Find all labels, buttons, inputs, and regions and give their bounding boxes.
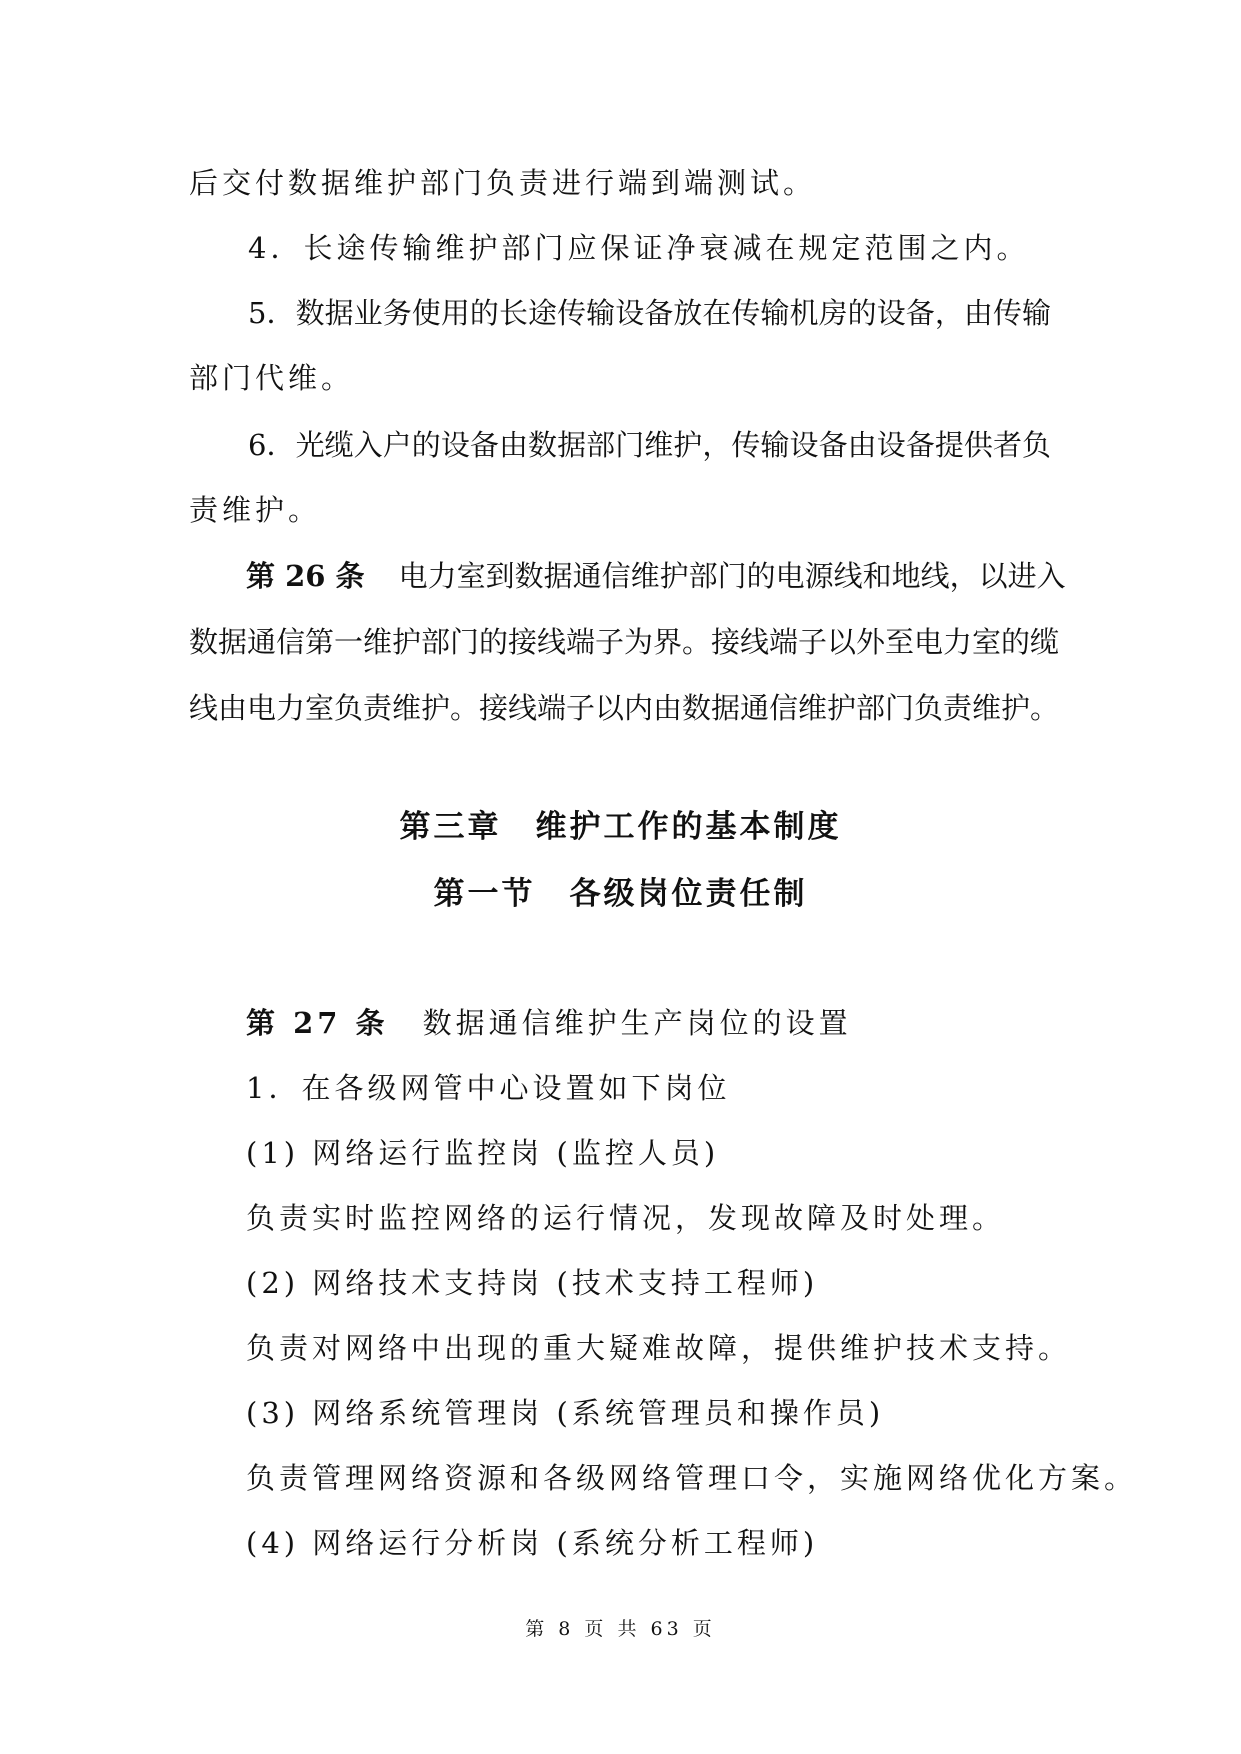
list-item: (1) 网络运行监控岗 (监控人员) <box>246 1136 720 1170</box>
list-item: 负责管理网络资源和各级网络管理口令，实施网络优化方案。 <box>246 1461 1138 1495</box>
paragraph-line: 4．长途传输维护部门应保证净衰减在规定范围之内。 <box>248 231 1030 265</box>
article-26-line: 线由电力室负责维护。接线端子以内由数据通信维护部门负责维护。 <box>189 691 1060 725</box>
list-item: (4) 网络运行分析岗 (系统分析工程师) <box>246 1526 819 1560</box>
article-26-line: 数据通信第一维护部门的接线端子为界。接线端子以外至电力室的缆 <box>189 625 1060 659</box>
paragraph-line: 后交付数据维护部门负责进行端到端测试。 <box>189 166 817 200</box>
article-26-first-line <box>246 556 1066 596</box>
paragraph-line: 6．光缆入户的设备由数据部门维护，传输设备由设备提供者负 <box>248 428 1051 462</box>
list-item: 负责实时监控网络的运行情况，发现故障及时处理。 <box>246 1201 1006 1235</box>
page-number-footer: 第 8 页 共 63 页 <box>525 1618 716 1640</box>
paragraph-line: 责维护。 <box>189 493 322 527</box>
section-title: 第一节 各级岗位责任制 <box>433 876 808 912</box>
paragraph-line: 部门代维。 <box>189 361 355 395</box>
article-27-text: 数据通信维护生产岗位的设置 <box>422 1006 852 1040</box>
list-item: 1．在各级网管中心设置如下岗位 <box>246 1071 731 1105</box>
list-item: (3) 网络系统管理岗 (系统管理员和操作员) <box>246 1396 885 1430</box>
chapter-title: 第三章 维护工作的基本制度 <box>399 809 842 845</box>
article-27-label: 第 27 条 <box>246 1006 389 1040</box>
article-27-heading <box>246 1003 852 1043</box>
list-item: 负责对网络中出现的重大疑难故障，提供维护技术支持。 <box>246 1331 1072 1365</box>
article-26-label: 第 26 条 <box>246 559 365 593</box>
list-item: (2) 网络技术支持岗 (技术支持工程师) <box>246 1266 819 1300</box>
paragraph-line: 5．数据业务使用的长途传输设备放在传输机房的设备，由传输 <box>248 296 1051 330</box>
article-26-text: 电力室到数据通信维护部门的电源线和地线，以进入 <box>398 559 1066 593</box>
